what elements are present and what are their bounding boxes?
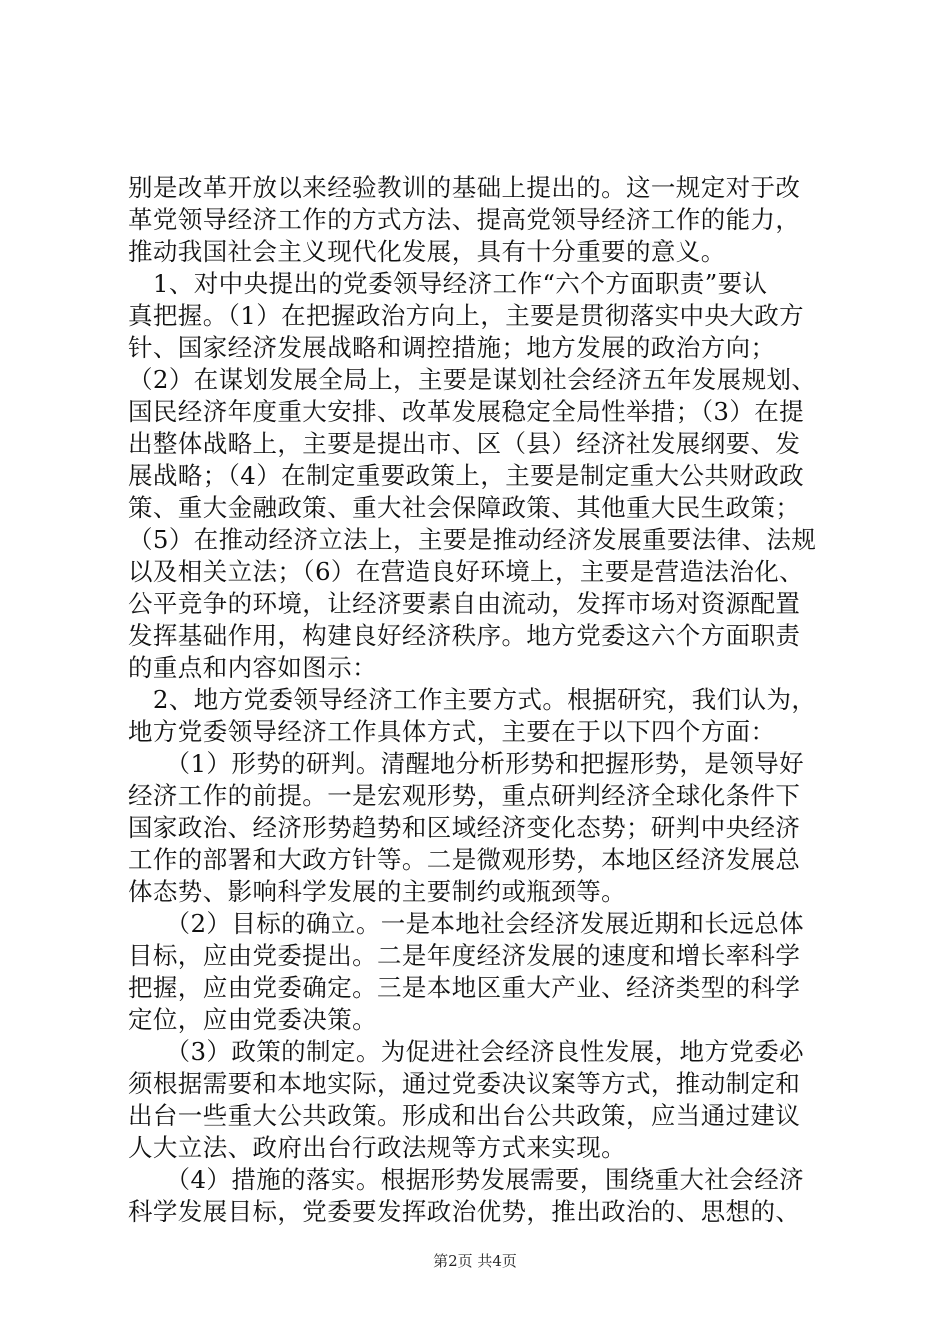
body-text-line: （2）目标的确立。一是本地社会经济发展近期和长远总体	[128, 909, 805, 938]
body-text-line: 国家政治、经济形势趋势和区域经济变化态势；研判中央经济	[128, 813, 801, 842]
body-text-line: 须根据需要和本地实际，通过党委决议案等方式，推动制定和	[128, 1069, 801, 1098]
body-text-line: 地方党委领导经济工作具体方式，主要在于以下四个方面：	[128, 717, 776, 746]
body-text-line: （3）政策的制定。为促进社会经济良性发展，地方党委必	[128, 1037, 805, 1066]
body-text-line: （5）在推动经济立法上，主要是推动经济发展重要法律、法规	[128, 525, 817, 554]
body-text-line: （1）形势的研判。清醒地分析形势和把握形势，是领导好	[128, 749, 805, 778]
body-text-line: 2、地方党委领导经济工作主要方式。根据研究，我们认为，	[128, 685, 817, 714]
body-text-line: 革党领导经济工作的方式方法、提高党领导经济工作的能力，	[128, 205, 801, 234]
body-text-line: 出台一些重大公共政策。形成和出台公共政策，应当通过建议	[128, 1101, 801, 1130]
body-text-line: 出整体战略上，主要是提出市、区（县）经济社发展纲要、发	[128, 429, 801, 458]
body-text-line: 别是改革开放以来经验教训的基础上提出的。这一规定对于改	[128, 173, 801, 202]
body-text-line: 把握，应由党委确定。三是本地区重大产业、经济类型的科学	[128, 973, 801, 1002]
body-text-line: 工作的部署和大政方针等。二是微观形势，本地区经济发展总	[128, 845, 801, 874]
body-text-line: （4）措施的落实。根据形势发展需要，围绕重大社会经济	[128, 1165, 805, 1194]
body-text-line: 科学发展目标，党委要发挥政治优势，推出政治的、思想的、	[128, 1197, 801, 1226]
body-text-line: 推动我国社会主义现代化发展，具有十分重要的意义。	[128, 237, 726, 266]
body-text-line: 1、对中央提出的党委领导经济工作“六个方面职责”要认	[128, 269, 768, 298]
body-text-line: 公平竞争的环境，让经济要素自由流动，发挥市场对资源配置	[128, 589, 801, 618]
body-text-line: 人大立法、政府出台行政法规等方式来实现。	[128, 1133, 626, 1162]
page-number-footer: 第2页 共4页	[433, 1252, 517, 1270]
body-text-line: 以及相关立法；（6）在营造良好环境上，主要是营造法治化、	[128, 557, 805, 586]
body-text-line: 展战略；（4）在制定重要政策上，主要是制定重大公共财政政	[128, 461, 805, 490]
body-text-line: 策、重大金融政策、重大社会保障政策、其他重大民生政策；	[128, 493, 801, 522]
body-text-line: 体态势、影响科学发展的主要制约或瓶颈等。	[128, 877, 626, 906]
body-text-line: 针、国家经济发展战略和调控措施；地方发展的政治方向；	[128, 333, 776, 362]
body-text-line: 经济工作的前提。一是宏观形势，重点研判经济全球化条件下	[128, 781, 801, 810]
body-text-line: 的重点和内容如图示：	[128, 653, 377, 682]
body-text-line: 定位，应由党委决策。	[128, 1005, 377, 1034]
body-text-line: （2）在谋划发展全局上，主要是谋划社会经济五年发展规划、	[128, 365, 817, 394]
body-text-line: 目标，应由党委提出。二是年度经济发展的速度和增长率科学	[128, 941, 801, 970]
body-text-line: 真把握。（1）在把握政治方向上，主要是贯彻落实中央大政方	[128, 301, 805, 330]
body-text-line: 发挥基础作用，构建良好经济秩序。地方党委这六个方面职责	[128, 621, 801, 650]
body-text-line: 国民经济年度重大安排、改革发展稳定全局性举措；（3）在提	[128, 397, 805, 426]
